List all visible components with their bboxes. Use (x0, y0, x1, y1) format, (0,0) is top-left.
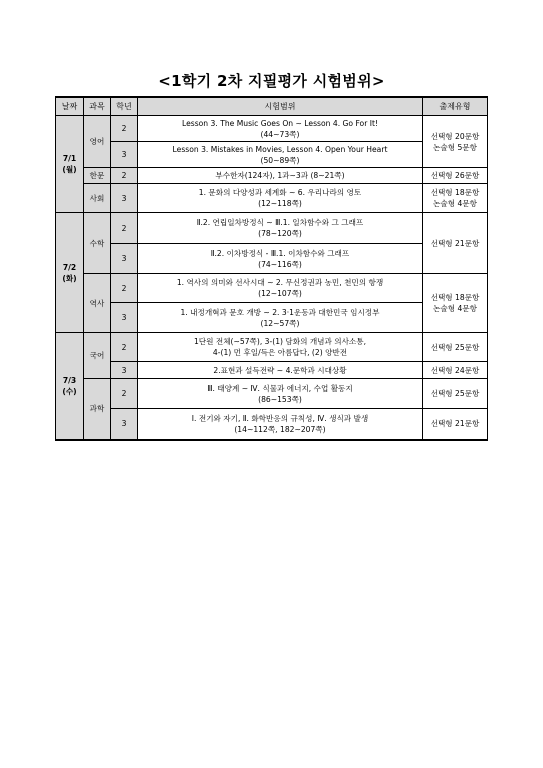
grade-cell: 3 (111, 244, 138, 274)
type-cell: 선택형 24문항 (423, 362, 488, 379)
table-row (56, 409, 488, 440)
type-cell: 선택형 18문항 논술형 4문항 (423, 184, 488, 213)
subject-cell: 역사 (84, 274, 111, 333)
subject-cell: 과학 (84, 379, 111, 440)
type-cell: 선택형 21문항 (423, 213, 488, 274)
subject-cell: 수학 (84, 213, 111, 274)
range-cell: 1. 내정개혁과 문호 개방 ~ 2. 3·1운동과 대한민국 임시정부 (12~57쪽) (138, 303, 423, 333)
table-row (56, 213, 488, 244)
grade-cell: 2 (111, 168, 138, 184)
range-cell: Ⅱ.2. 이차방정식 - Ⅲ.1. 이차함수와 그래프 (74~116쪽) (138, 244, 423, 274)
grade-cell: 3 (111, 142, 138, 168)
range-cell: Lesson 3. The Music Goes On ~ Lesson 4. Go For It! (44~73쪽) (138, 116, 423, 142)
grade-cell: 3 (111, 303, 138, 333)
grade-cell: 2 (111, 333, 138, 362)
range-cell: Lesson 3. Mistakes in Movies, Lesson 4. Open Your Heart (50~89쪽) (138, 142, 423, 168)
grade-cell: 2 (111, 213, 138, 244)
type-cell: 선택형 25문항 (423, 379, 488, 409)
table-row (56, 168, 488, 184)
grade-cell: 2 (111, 379, 138, 409)
header-subject: 과목 (84, 97, 111, 116)
range-cell: 부수한자(124자), 1과~3과 (8~21쪽) (138, 168, 423, 184)
exam-schedule-table (55, 96, 488, 441)
grade-cell: 3 (111, 362, 138, 379)
table-row (56, 362, 488, 379)
type-cell: 선택형 18문항 논술형 4문항 (423, 274, 488, 333)
range-cell: 2.표현과 설득전략 ~ 4.문학과 시대상황 (138, 362, 423, 379)
range-cell: 1. 역사의 의미와 선사시대 ~ 2. 무신정권과 농민, 천민의 항쟁 (12~107쪽) (138, 274, 423, 303)
range-cell: Ⅰ. 전기와 자기, Ⅱ. 화학반응의 규칙성, Ⅳ. 생식과 발생 (14~112쪽, 182~207쪽) (138, 409, 423, 440)
header-grade: 학년 (111, 97, 138, 116)
table-row (56, 333, 488, 362)
date-cell: 7/3 (수) (56, 333, 84, 440)
type-cell: 선택형 25문항 (423, 333, 488, 362)
subject-cell: 영어 (84, 116, 111, 168)
header-range: 시험범위 (138, 97, 423, 116)
page-title: <1학기 2차 지필평가 시험범위> (158, 72, 385, 90)
table-row (56, 274, 488, 303)
grade-cell: 3 (111, 184, 138, 213)
grade-cell: 2 (111, 116, 138, 142)
header-date: 날짜 (56, 97, 84, 116)
table-row (56, 379, 488, 409)
date-cell: 7/2 (화) (56, 213, 84, 333)
type-cell: 선택형 26문항 (423, 168, 488, 184)
subject-cell: 국어 (84, 333, 111, 379)
type-cell: 선택형 21문항 (423, 409, 488, 440)
subject-cell: 한문 (84, 168, 111, 184)
header-type: 출제유형 (423, 97, 488, 116)
grade-cell: 3 (111, 409, 138, 440)
table-row (56, 184, 488, 213)
type-cell: 선택형 20문항 논술형 5문항 (423, 116, 488, 168)
range-cell: 1. 문화의 다양성과 세계화 ~ 6. 우리나라의 영토 (12~118쪽) (138, 184, 423, 213)
date-cell: 7/1 (월) (56, 116, 84, 213)
range-cell: Ⅲ. 태양계 ~ Ⅳ. 식물과 에너지, 수업 활동지 (86~153쪽) (138, 379, 423, 409)
header-row (56, 97, 488, 116)
range-cell: Ⅱ.2. 연립일차방정식 ~ Ⅲ.1. 일차함수와 그 그래프 (78~120쪽) (138, 213, 423, 244)
range-cell: 1단원 전체(~57쪽), 3-(1) 담화의 개념과 의사소통, 4-(1) 먼 후일/득은 아름답다, (2) 양반전 (138, 333, 423, 362)
table-row (56, 116, 488, 142)
subject-cell: 사회 (84, 184, 111, 213)
grade-cell: 2 (111, 274, 138, 303)
